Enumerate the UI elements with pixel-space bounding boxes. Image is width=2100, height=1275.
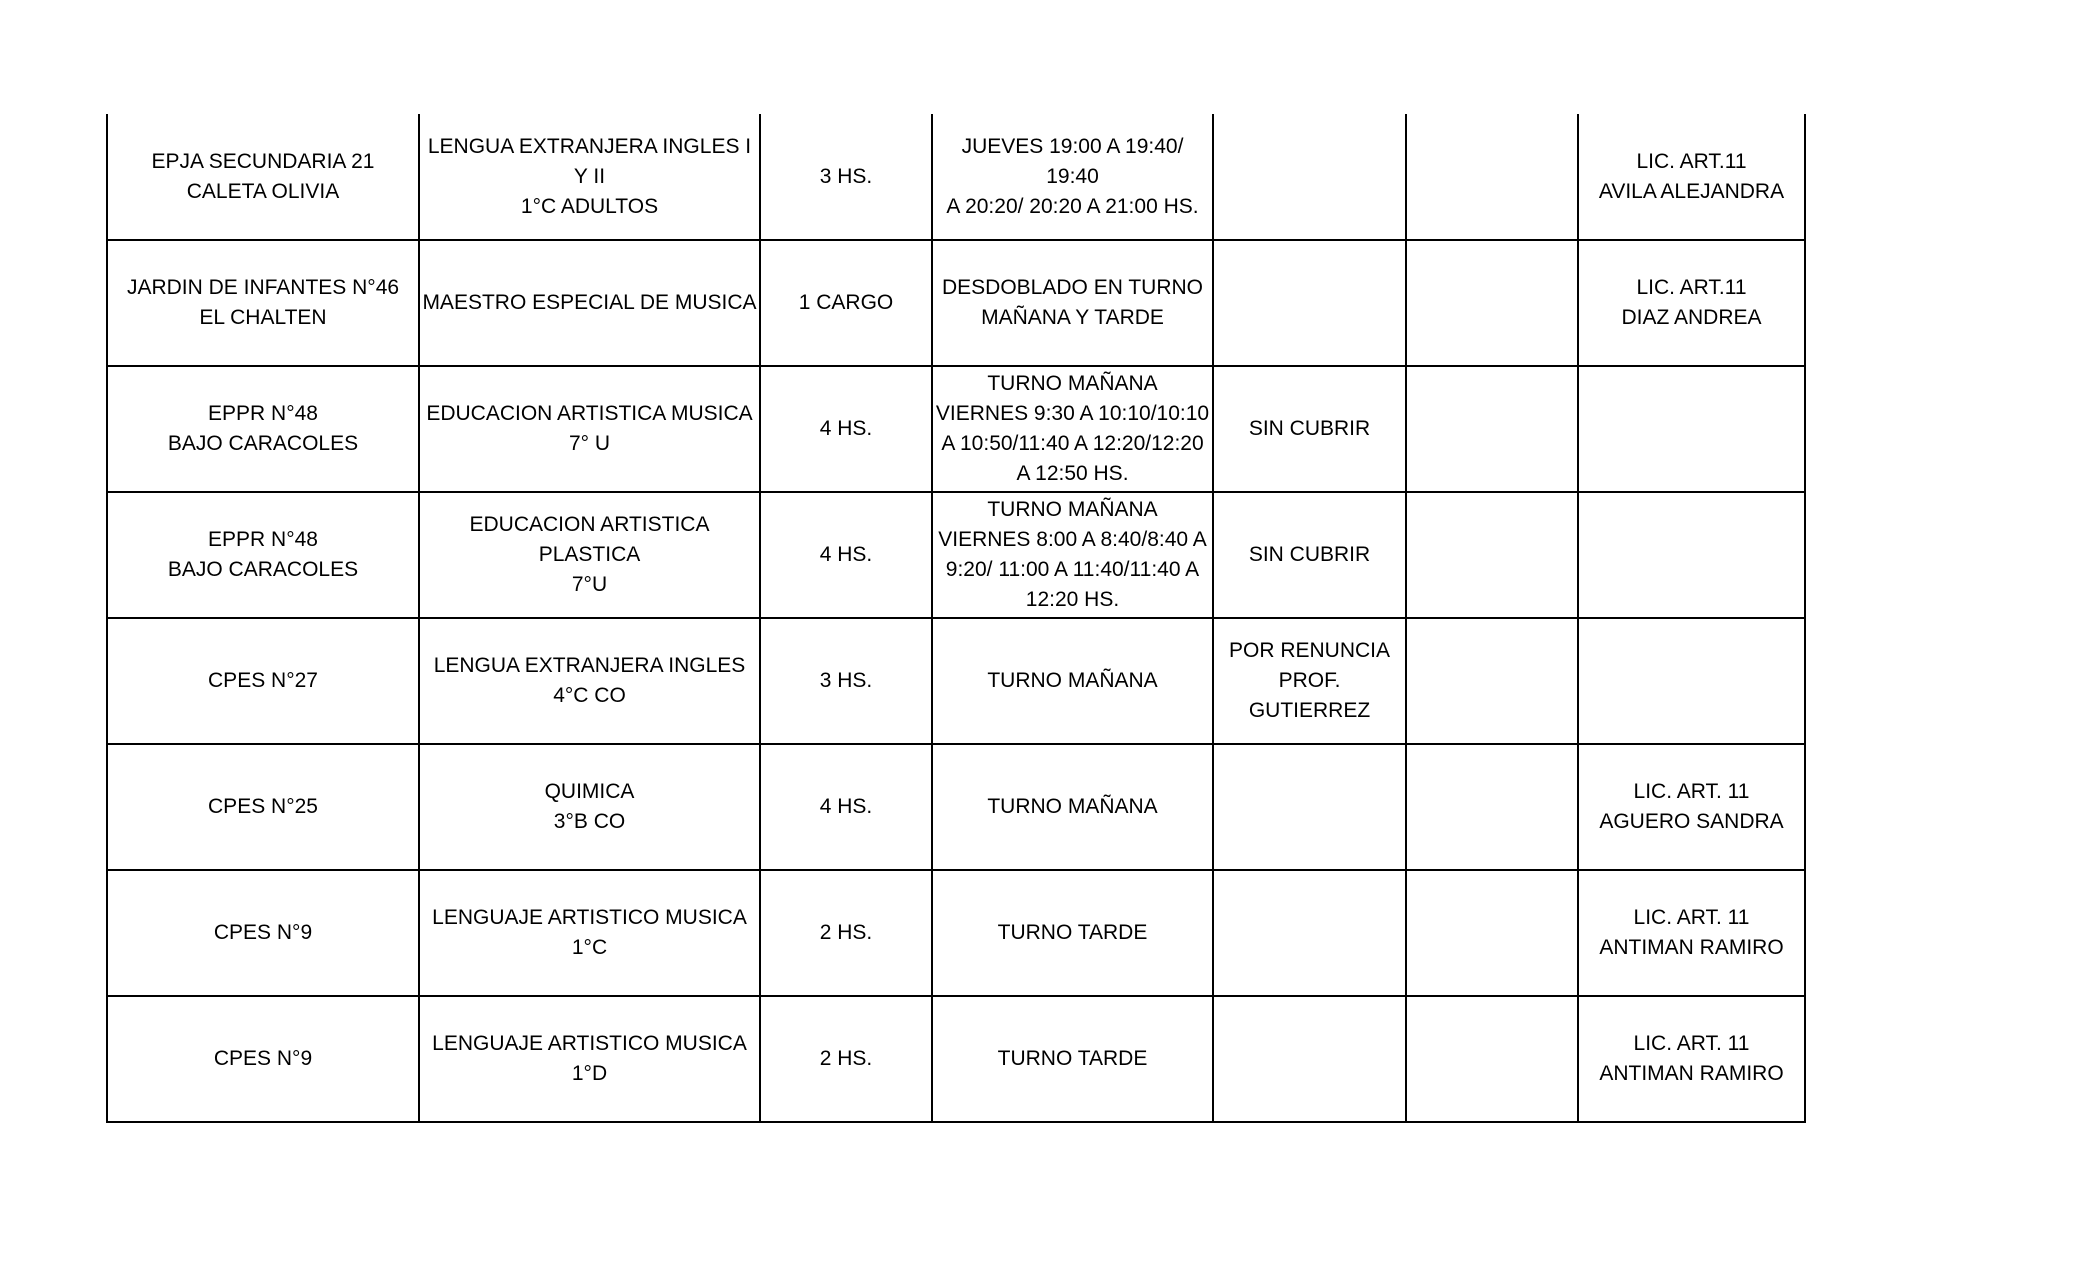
extra-cell <box>1406 114 1578 240</box>
hours-cell: 1 CARGO <box>760 240 932 366</box>
school-cell: CPES N°25 <box>107 744 419 870</box>
subject-cell: LENGUAJE ARTISTICO MUSICA 1°C <box>419 870 760 996</box>
schedule-cell: JUEVES 19:00 A 19:40/ 19:40 A 20:20/ 20:20 A 21:00 HS. <box>932 114 1213 240</box>
hours-cell: 2 HS. <box>760 996 932 1122</box>
table-row <box>107 618 1805 744</box>
license-cell: LIC. ART.11 AVILA ALEJANDRA <box>1578 114 1805 240</box>
reason-cell: SIN CUBRIR <box>1213 492 1406 618</box>
license-cell: LIC. ART. 11 ANTIMAN RAMIRO <box>1578 996 1805 1122</box>
license-cell <box>1578 492 1805 618</box>
table-row <box>107 870 1805 996</box>
reason-cell: POR RENUNCIA PROF. GUTIERREZ <box>1213 618 1406 744</box>
table-row <box>107 744 1805 870</box>
schedule-cell: TURNO MAÑANA VIERNES 9:30 A 10:10/10:10 A 10:50/11:40 A 12:20/12:20 A 12:50 HS. <box>932 366 1213 492</box>
reason-cell <box>1213 744 1406 870</box>
hours-cell: 4 HS. <box>760 744 932 870</box>
reason-cell <box>1213 870 1406 996</box>
hours-cell: 4 HS. <box>760 492 932 618</box>
subject-cell: QUIMICA 3°B CO <box>419 744 760 870</box>
hours-cell: 2 HS. <box>760 870 932 996</box>
school-cell: CPES N°9 <box>107 870 419 996</box>
subject-cell: EDUCACION ARTISTICA MUSICA 7° U <box>419 366 760 492</box>
license-cell <box>1578 618 1805 744</box>
table-row <box>107 996 1805 1122</box>
hours-cell: 3 HS. <box>760 114 932 240</box>
license-cell <box>1578 366 1805 492</box>
school-cell: EPJA SECUNDARIA 21 CALETA OLIVIA <box>107 114 419 240</box>
license-cell: LIC. ART. 11 AGUERO SANDRA <box>1578 744 1805 870</box>
extra-cell <box>1406 492 1578 618</box>
vacancy-table <box>106 114 1806 1123</box>
table-row <box>107 114 1805 240</box>
schedule-cell: TURNO MAÑANA VIERNES 8:00 A 8:40/8:40 A 9:20/ 11:00 A 11:40/11:40 A 12:20 HS. <box>932 492 1213 618</box>
schedule-cell: TURNO TARDE <box>932 870 1213 996</box>
extra-cell <box>1406 870 1578 996</box>
extra-cell <box>1406 366 1578 492</box>
subject-cell: EDUCACION ARTISTICA PLASTICA 7°U <box>419 492 760 618</box>
extra-cell <box>1406 996 1578 1122</box>
hours-cell: 3 HS. <box>760 618 932 744</box>
vacancy-table-sheet <box>106 114 1806 1123</box>
school-cell: JARDIN DE INFANTES N°46 EL CHALTEN <box>107 240 419 366</box>
extra-cell <box>1406 744 1578 870</box>
extra-cell <box>1406 618 1578 744</box>
table-row <box>107 492 1805 618</box>
school-cell: EPPR N°48 BAJO CARACOLES <box>107 492 419 618</box>
license-cell: LIC. ART.11 DIAZ ANDREA <box>1578 240 1805 366</box>
vacancy-table-body <box>107 114 1805 1122</box>
subject-cell: MAESTRO ESPECIAL DE MUSICA <box>419 240 760 366</box>
table-row <box>107 366 1805 492</box>
school-cell: CPES N°9 <box>107 996 419 1122</box>
subject-cell: LENGUAJE ARTISTICO MUSICA 1°D <box>419 996 760 1122</box>
reason-cell <box>1213 996 1406 1122</box>
subject-cell: LENGUA EXTRANJERA INGLES 4°C CO <box>419 618 760 744</box>
reason-cell <box>1213 240 1406 366</box>
reason-cell: SIN CUBRIR <box>1213 366 1406 492</box>
extra-cell <box>1406 240 1578 366</box>
school-cell: EPPR N°48 BAJO CARACOLES <box>107 366 419 492</box>
schedule-cell: TURNO TARDE <box>932 996 1213 1122</box>
table-row <box>107 240 1805 366</box>
hours-cell: 4 HS. <box>760 366 932 492</box>
license-cell: LIC. ART. 11 ANTIMAN RAMIRO <box>1578 870 1805 996</box>
subject-cell: LENGUA EXTRANJERA INGLES I Y II 1°C ADULTOS <box>419 114 760 240</box>
schedule-cell: DESDOBLADO EN TURNO MAÑANA Y TARDE <box>932 240 1213 366</box>
school-cell: CPES N°27 <box>107 618 419 744</box>
schedule-cell: TURNO MAÑANA <box>932 618 1213 744</box>
reason-cell <box>1213 114 1406 240</box>
schedule-cell: TURNO MAÑANA <box>932 744 1213 870</box>
